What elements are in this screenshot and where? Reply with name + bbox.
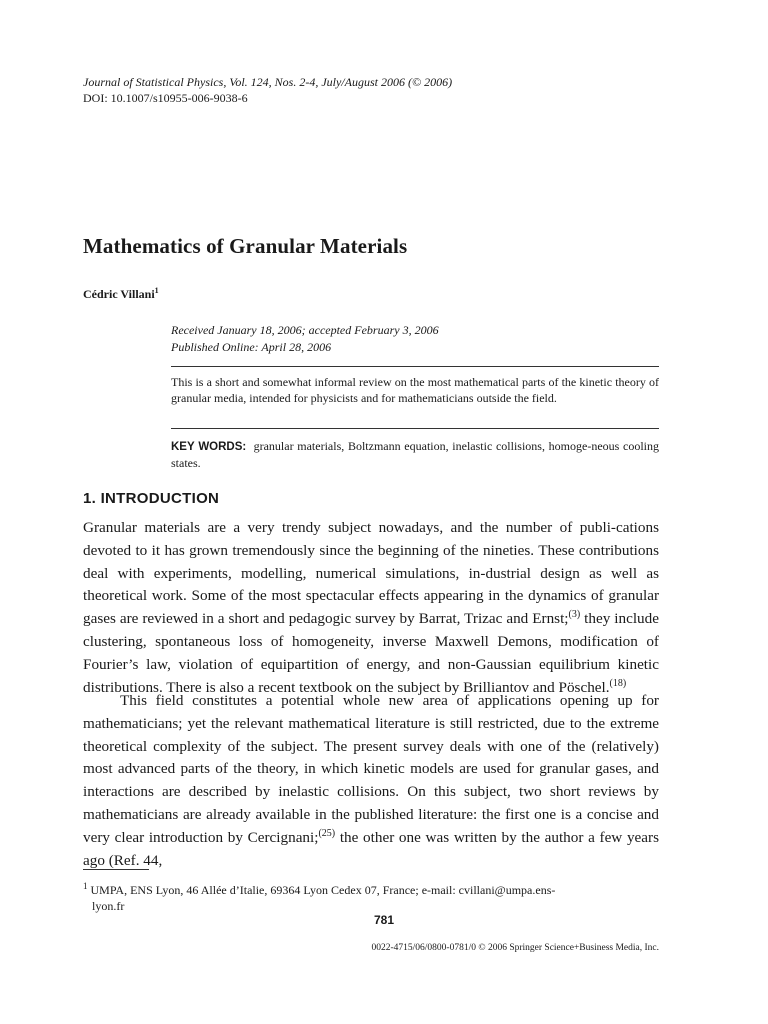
abstract-top-rule [171, 366, 659, 367]
footnote-mark: 1 [83, 881, 88, 891]
paragraph-2-text-b: the other one was written by the author a few years ago (Ref. 44, [83, 828, 659, 869]
keywords-rule [171, 428, 659, 429]
footnote-text: UMPA, ENS Lyon, 46 Allée d’Italie, 69364 Lyon Cedex 07, France; e-mail: cvillani@umpa.ens- [87, 883, 556, 897]
doi: DOI: 10.1007/s10955-006-9038-6 [83, 91, 248, 105]
citation-25[interactable]: (25) [318, 827, 336, 839]
journal-header [83, 74, 452, 106]
page-number: 781 [373, 913, 395, 927]
abstract: This is a short and somewhat informal review on the most mathematical parts of the kinetic theory of granular media, intended for physicists and for mathematicians outside the field. [171, 375, 659, 405]
publication-dates [171, 322, 439, 356]
publisher-imprint: 0022-4715/06/0800-0781/0 © 2006 Springer Science+Business Media, Inc. [371, 943, 659, 953]
paragraph-1 [83, 517, 659, 699]
keywords-block [171, 438, 659, 471]
author-name: Cédric Villani [83, 287, 155, 301]
paragraph-2 [83, 690, 659, 872]
section-heading: 1. INTRODUCTION [83, 490, 220, 507]
paragraph-1-text-b: they include clustering, spontaneous loss of homogeneity, inverse Maxwell Demons, modification of Fourier’s law, violation of equipartition of energy, and non-Gaussian equilibrium kinetic distributions. There is also a recent textbook on the subject by Brilliantov and Pöschel. [83, 610, 659, 696]
received-date: Received January 18, 2006; accepted February 3, 2006 [171, 323, 439, 337]
article-title: Mathematics of Granular Materials [83, 234, 408, 258]
author-line [83, 286, 159, 302]
footnote [83, 878, 659, 914]
citation-3[interactable]: (3) [568, 609, 581, 621]
citation-18[interactable]: (18) [609, 677, 627, 689]
published-date: Published Online: April 28, 2006 [171, 340, 332, 354]
footnote-line [83, 878, 659, 898]
footnote-rule [83, 869, 149, 870]
author-footnote-mark: 1 [154, 286, 159, 295]
keywords-text: granular materials, Boltzmann equation, inelastic collisions, homoge-neous cooling states. [171, 439, 659, 470]
keywords-label: KEY WORDS: [171, 441, 247, 453]
paragraph-2-text-a: This field constitutes a potential whole new area of applications opening up for mathematicians; yet the relevant mathematical literature is still restricted, due to the extreme theoretical complexity of the subject. The present survey deals with one of the (relatively) most advanced parts of the theory, in which kinetic models are used for granular gases, and interactions are described by inelastic collisions. On this subject, two short reviews by mathematicians are already available in the published literature: the first one is a concise and very clear introduction by Cercignani; [83, 692, 659, 846]
paragraph-1-text-a: Granular materials are a very trendy subject nowadays, and the number of publi-cations devoted to it has grown tremendously since the beginning of the nineties. These contributions deal with experiments, modelling, numerical simulations, in-dustrial design as well as theoretical work. Some of the most spectacular effects appearing in the dynamics of granular gases are reviewed in a short and pedagogic survey by Barrat, Trizac and Ernst; [83, 519, 659, 628]
footnote-continuation: lyon.fr [92, 899, 125, 913]
journal-citation: Journal of Statistical Physics, Vol. 124, Nos. 2-4, July/August 2006 (© 2006) [83, 75, 453, 89]
